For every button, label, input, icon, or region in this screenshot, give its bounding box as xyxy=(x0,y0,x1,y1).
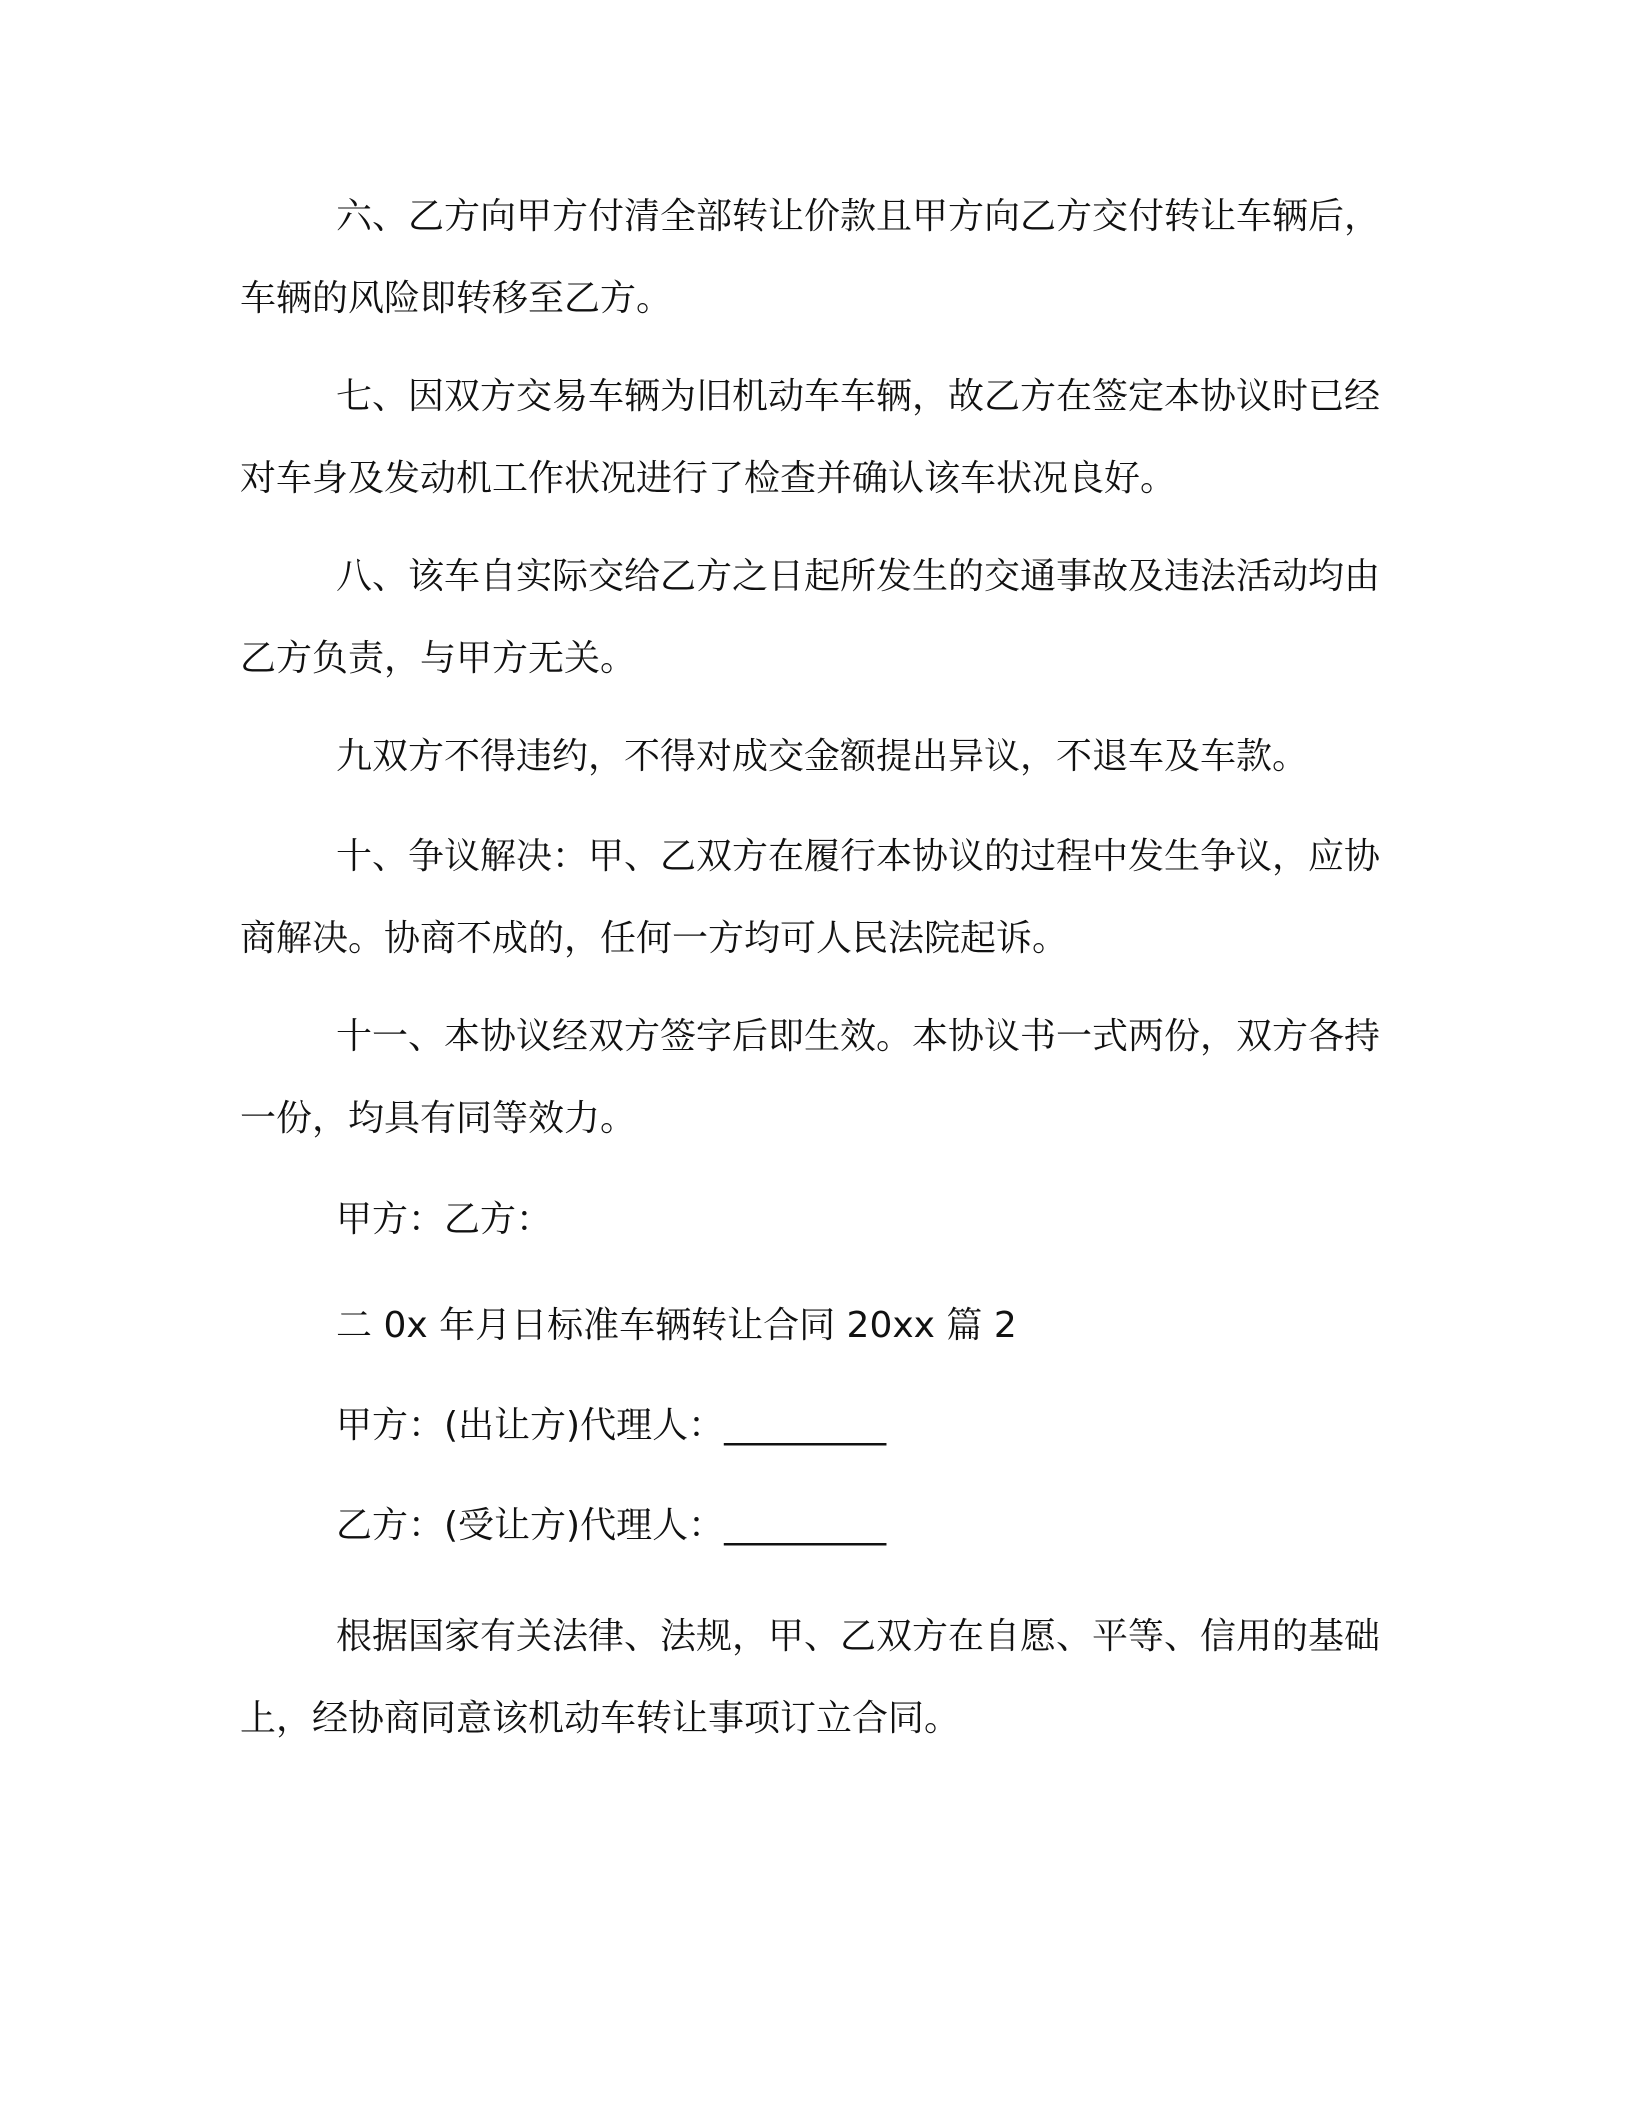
clause-9-paragraph: 九双方不得违约，不得对成交金额提出异议，不退车及车款。 xyxy=(336,736,1309,777)
clause-11-paragraph: 十一、本协议经双方签字后即生效。本协议书一式两份，双方各持一份，均具有同等效力。 xyxy=(240,1016,1381,1139)
clause-10-paragraph: 十、争议解决：甲、乙双方在履行本协议的过程中发生争议，应协商解决。协商不成的，任何一方均可人民法院起诉。 xyxy=(240,836,1381,959)
clause-7-paragraph: 七、因双方交易车辆为旧机动车车辆，故乙方在签定本协议时已经对车身及发动机工作状况进行了检查并确认该车状况良好。 xyxy=(240,376,1381,499)
clause-6-paragraph: 六、乙方向甲方付清全部转让价款且甲方向乙方交付转让车辆后，车辆的风险即转移至乙方。 xyxy=(240,196,1381,319)
clause-8-paragraph: 八、该车自实际交给乙方之日起所发生的交通事故及违法活动均由乙方负责，与甲方无关。 xyxy=(240,556,1381,679)
signature-line: 甲方：乙方： xyxy=(336,1199,553,1240)
party-a-line: 甲方：(出让方)代理人：_________ xyxy=(336,1405,887,1446)
intro-paragraph: 根据国家有关法律、法规，甲、乙双方在自愿、平等、信用的基础上，经协商同意该机动车转让事项订立合同。 xyxy=(240,1616,1381,1739)
section-title: 二 0x 年月日标准车辆转让合同 20xx 篇 2 xyxy=(336,1305,1017,1346)
party-b-line: 乙方：(受让方)代理人：_________ xyxy=(336,1505,887,1546)
